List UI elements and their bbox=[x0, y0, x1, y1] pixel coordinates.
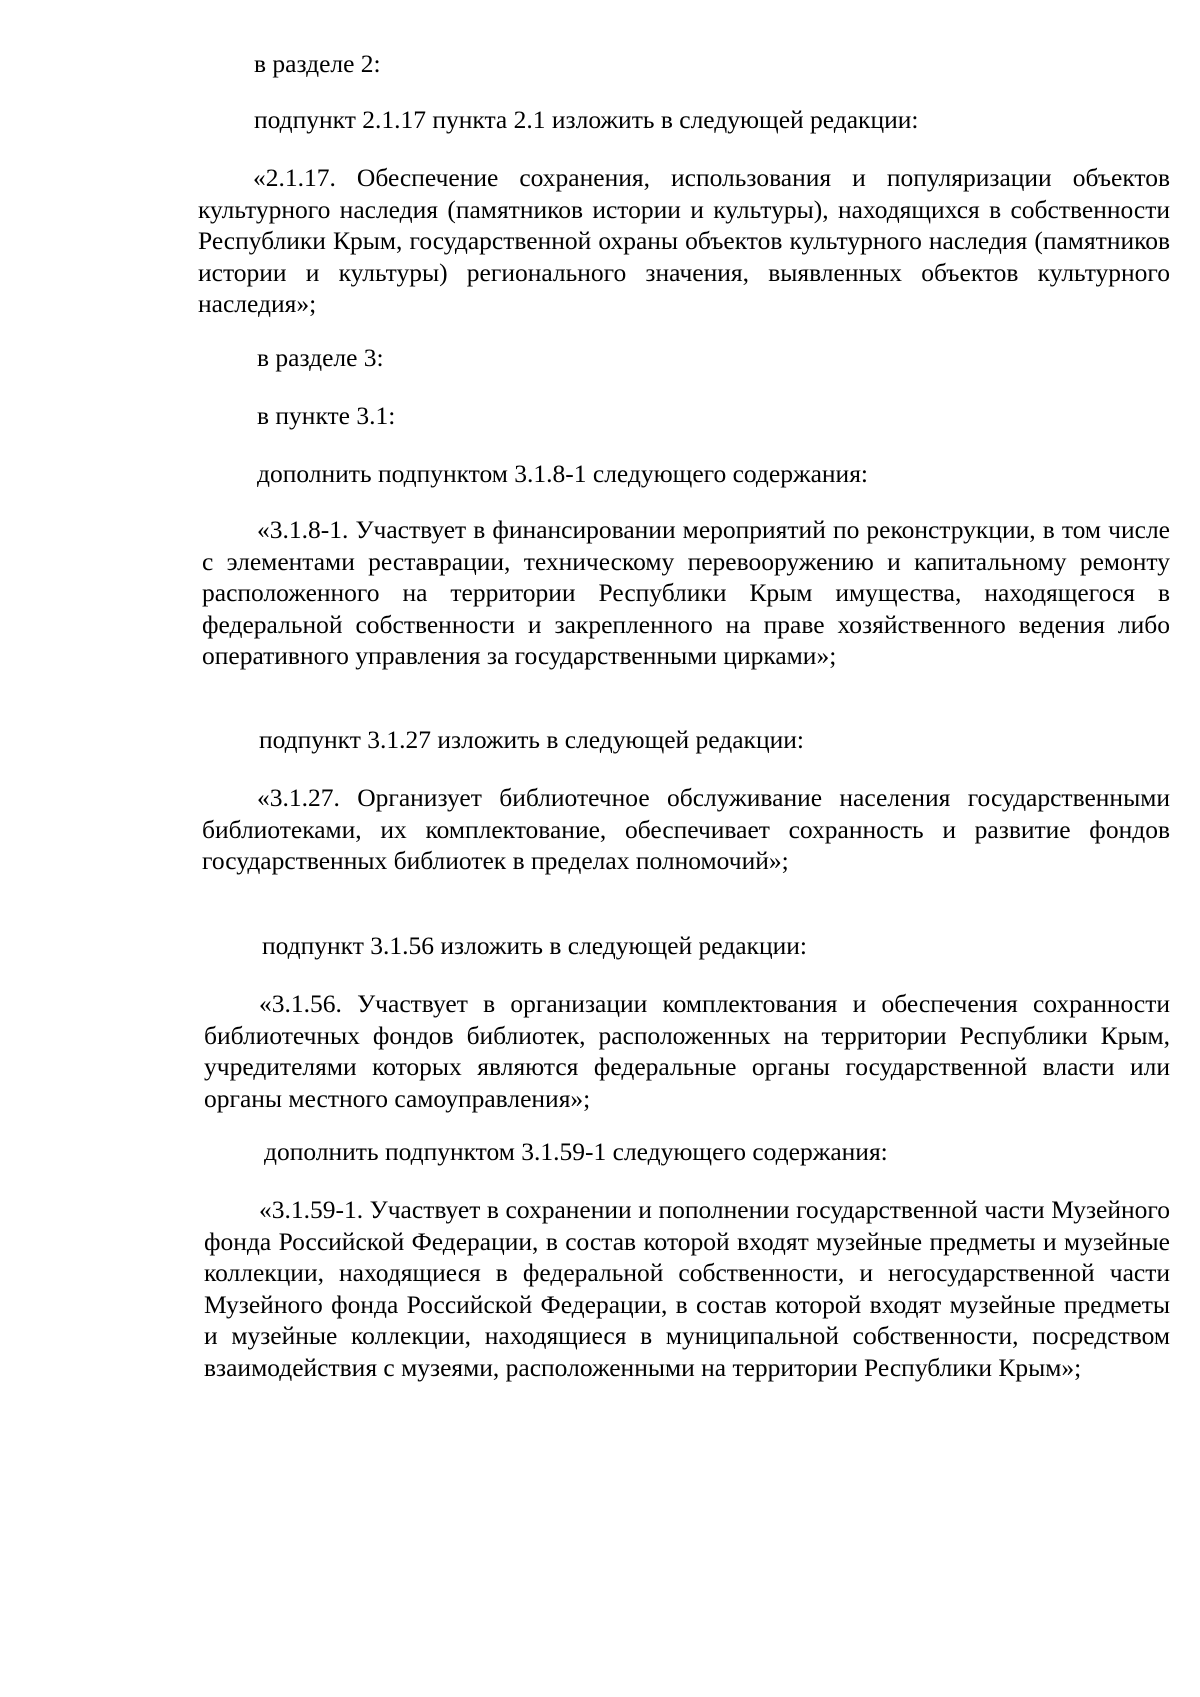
paragraph-quote-3-1-27: «3.1.27. Организует библиотечное обслуживание населения государственными библиотеками, их комплектование, обеспечивает сохранность и развитие фондов государственных библиотек в пределах полномочий»; bbox=[202, 783, 1170, 875]
paragraph-quote-3-1-59-1: «3.1.59-1. Участвует в сохранении и пополнении государственной части Музейного фонда Российской Федерации, в состав которой входят музейные предметы и музейные коллекции, находящиеся в федеральной собственности, и негосударственной части Музейного фонда Российской Федерации, в состав которой входят музейные предметы и музейные коллекции, находящиеся в муниципальной собственности, посредством взаимодействия с музеями, расположенными на территории Республики Крым»; bbox=[204, 1195, 1170, 1382]
paragraph-quote-3-1-8-1: «3.1.8-1. Участвует в финансировании мероприятий по реконструкции, в том числе с элементами реставрации, техническому перевооружению и капитальному ремонту расположенного на территории Республики Крым имущества, находящегося в федеральной собственности и закрепленного на праве хозяйственного ведения либо оперативного управления за государственными цирками»; bbox=[202, 515, 1170, 670]
paragraph-section-2: в разделе 2: bbox=[254, 49, 381, 78]
paragraph-instruction-3-1-8-1: дополнить подпунктом 3.1.8-1 следующего содержания: bbox=[257, 459, 869, 488]
paragraph-instruction-2-1-17: подпункт 2.1.17 пункта 2.1 изложить в следующей редакции: bbox=[254, 105, 919, 134]
paragraph-quote-2-1-17: «2.1.17. Обеспечение сохранения, использования и популяризации объектов культурного наследия (памятников истории и культуры), находящихся в собственности Республики Крым, государственной охраны объектов культурного наследия (памятников истории и культуры) регионального значения, выявленных объектов культурного наследия»; bbox=[198, 163, 1170, 318]
paragraph-instruction-3-1-56: подпункт 3.1.56 изложить в следующей редакции: bbox=[262, 931, 807, 960]
paragraph-quote-3-1-56: «3.1.56. Участвует в организации комплектования и обеспечения сохранности библиотечных фондов библиотек, расположенных на территории Республики Крым, учредителями которых являются федеральные органы государственной власти или органы местного самоуправления»; bbox=[204, 989, 1170, 1113]
paragraph-instruction-3-1-59-1: дополнить подпунктом 3.1.59-1 следующего содержания: bbox=[264, 1137, 888, 1166]
paragraph-section-3: в разделе 3: bbox=[257, 343, 384, 372]
paragraph-point-3-1: в пункте 3.1: bbox=[257, 401, 396, 430]
paragraph-instruction-3-1-27: подпункт 3.1.27 изложить в следующей редакции: bbox=[259, 725, 804, 754]
